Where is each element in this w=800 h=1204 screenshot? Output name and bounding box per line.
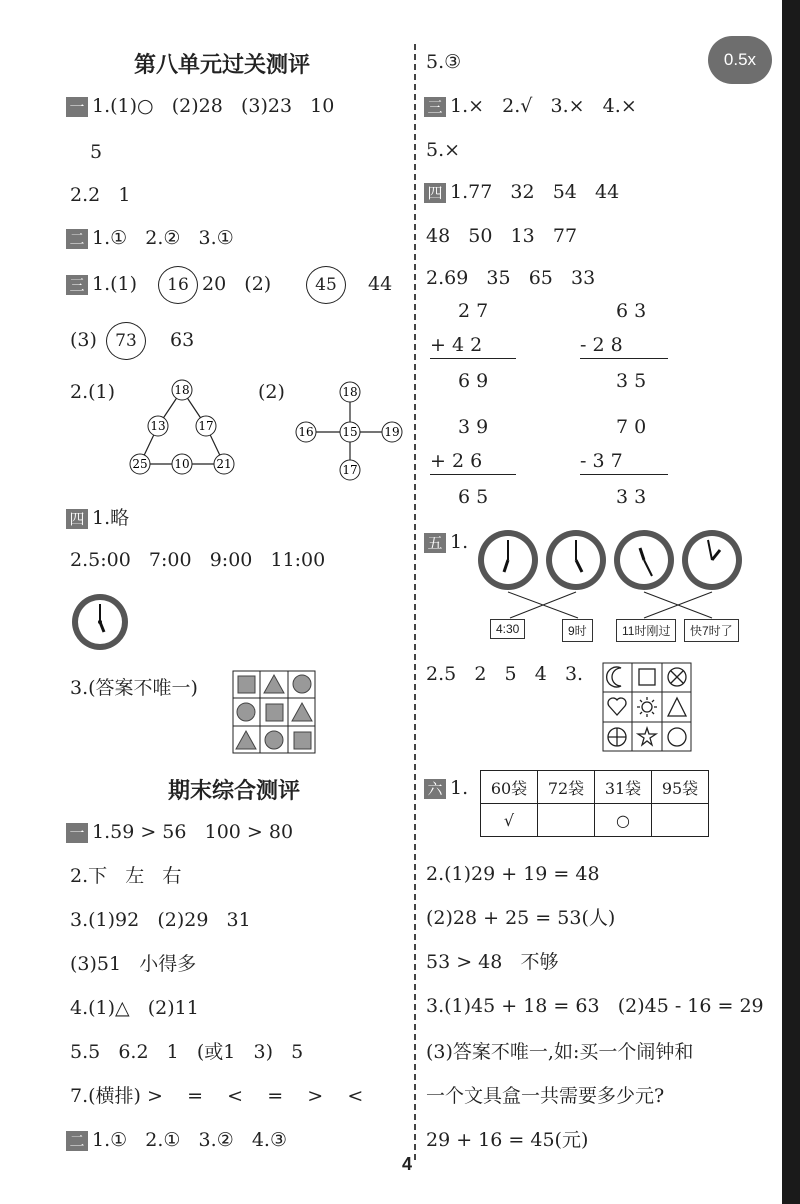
answer-line: 7.(横排) > = < = > < bbox=[70, 1085, 364, 1107]
calc-row: 2 7 bbox=[458, 300, 489, 322]
clock-icon bbox=[614, 530, 674, 590]
answer-line: 5.③ bbox=[426, 51, 462, 73]
cross-number: 19 bbox=[384, 425, 400, 439]
calc-row: 6 5 bbox=[458, 486, 489, 508]
answer-line: 53 > 48 不够 bbox=[426, 951, 559, 973]
triangle-figure bbox=[126, 376, 246, 480]
calc-rule bbox=[430, 358, 516, 359]
vertical-calc bbox=[430, 416, 520, 516]
answer-line: 2.5 2 5 4 3. bbox=[426, 663, 584, 685]
table-header: 60袋 bbox=[481, 771, 538, 804]
circled-number: 45 bbox=[306, 266, 346, 304]
calc-row: 3 5 bbox=[616, 370, 647, 392]
answer-line bbox=[66, 1128, 287, 1152]
answer-text: 20 (2) bbox=[202, 273, 272, 295]
clock-label: 4:30 bbox=[490, 619, 525, 639]
answer-line: 3.(1)92 (2)29 31 bbox=[70, 909, 251, 931]
answer-text: (3) bbox=[70, 329, 97, 351]
cross-number: 18 bbox=[342, 385, 358, 399]
clock-label: 11时刚过 bbox=[616, 619, 676, 642]
bags-table bbox=[480, 770, 709, 837]
answer-text: 63 bbox=[170, 329, 195, 351]
section-badge: 二 bbox=[66, 1131, 88, 1151]
calc-row: 3 9 bbox=[458, 416, 489, 438]
clock-icon bbox=[682, 530, 742, 590]
answer-text: 1. bbox=[450, 777, 469, 799]
answer-line bbox=[66, 272, 137, 296]
calc-row: 6 9 bbox=[458, 370, 489, 392]
section-badge: 三 bbox=[424, 97, 446, 117]
cross-number: 16 bbox=[298, 425, 314, 439]
tri-number: 17 bbox=[198, 419, 214, 433]
answer-line: (3)答案不唯一,如:买一个闹钟和 bbox=[426, 1041, 694, 1063]
calc-rule bbox=[580, 474, 668, 475]
answer-line: 2.(1)29 + 19 = 48 bbox=[426, 863, 600, 885]
table-cell bbox=[538, 804, 595, 837]
clock-icon bbox=[546, 530, 606, 590]
answer-line: 3.(1)45 + 18 = 63 (2)45 - 16 = 29 bbox=[426, 995, 764, 1017]
answer-text: 2.(1) bbox=[70, 381, 116, 403]
page-number: 4 bbox=[402, 1154, 413, 1174]
calc-row: - 2 8 bbox=[580, 334, 623, 356]
table-header: 95袋 bbox=[652, 771, 709, 804]
calc-row: - 3 7 bbox=[580, 450, 623, 472]
section-title-final: 期末综合测评 bbox=[168, 779, 301, 804]
tri-number: 10 bbox=[174, 457, 190, 471]
vertical-calc bbox=[430, 300, 520, 400]
calc-row: 6 3 bbox=[616, 300, 647, 322]
vertical-calc bbox=[580, 416, 670, 516]
answer-line: 4.(1)△ (2)11 bbox=[70, 997, 199, 1019]
answer-line: 5.5 6.2 1 (或1 3) 5 bbox=[70, 1041, 304, 1063]
circled-number: 73 bbox=[106, 322, 146, 360]
answer-line: 2.2 1 bbox=[70, 184, 131, 206]
answer-text: 1.77 32 54 44 bbox=[450, 181, 620, 203]
clock-icon bbox=[70, 592, 130, 652]
answer-text: 1.59 > 56 100 > 80 bbox=[92, 821, 294, 843]
answer-line bbox=[66, 820, 293, 844]
calc-row: + 4 2 bbox=[430, 334, 483, 356]
tri-number: 25 bbox=[132, 457, 148, 471]
answer-text: 1.× 2.√ 3.× 4.× bbox=[450, 95, 637, 117]
section-badge: 二 bbox=[66, 229, 88, 249]
clock-match-lines bbox=[476, 590, 746, 620]
section-title-unit8: 第八单元过关测评 bbox=[134, 53, 311, 78]
section-badge: 一 bbox=[66, 97, 88, 117]
vertical-calc bbox=[580, 300, 670, 400]
calc-row: 7 0 bbox=[616, 416, 647, 438]
symbol-grid bbox=[602, 662, 692, 752]
table-cell: √ bbox=[481, 804, 538, 837]
table-cell bbox=[652, 804, 709, 837]
answer-line: (2)28 + 25 = 53(人) bbox=[426, 907, 616, 929]
zoom-badge[interactable]: 0.5x bbox=[708, 36, 772, 84]
cross-figure bbox=[290, 376, 410, 484]
clock-label: 快7时了 bbox=[684, 619, 739, 642]
table-header: 72袋 bbox=[538, 771, 595, 804]
circled-number: 16 bbox=[158, 266, 198, 304]
section-badge: 四 bbox=[424, 183, 446, 203]
answer-line: 一个文具盒一共需要多少元? bbox=[426, 1085, 665, 1107]
answer-line bbox=[66, 506, 129, 530]
table-header: 31袋 bbox=[595, 771, 652, 804]
tri-number: 18 bbox=[174, 383, 190, 397]
answer-text: 1.(1) bbox=[92, 273, 138, 295]
answer-text: (2) bbox=[258, 381, 285, 403]
calc-rule bbox=[430, 474, 516, 475]
section-badge: 三 bbox=[66, 275, 88, 295]
answer-line: 3.(答案不唯一) bbox=[70, 677, 198, 699]
section-badge: 五 bbox=[424, 533, 446, 553]
answer-text: 1.(1)○ (2)28 (3)23 10 bbox=[92, 95, 335, 117]
answer-line bbox=[424, 530, 468, 554]
shape-grid bbox=[232, 670, 316, 754]
cross-number: 15 bbox=[342, 425, 358, 439]
answer-line bbox=[424, 180, 619, 204]
calc-row: + 2 6 bbox=[430, 450, 483, 472]
answer-line: 2.69 35 65 33 bbox=[426, 267, 596, 289]
clock-row bbox=[476, 526, 746, 596]
answer-text: 1. bbox=[450, 531, 469, 553]
answer-text: 1.① 2.① 3.② 4.③ bbox=[92, 1129, 288, 1151]
answer-line: 48 50 13 77 bbox=[426, 225, 578, 247]
answer-line: (3)51 小得多 bbox=[70, 953, 197, 975]
answer-text: 1.① 2.② 3.① bbox=[92, 227, 234, 249]
tri-number: 13 bbox=[150, 419, 166, 433]
answer-line: 2.下 左 右 bbox=[70, 865, 182, 887]
answer-line bbox=[66, 94, 334, 118]
calc-row: 3 3 bbox=[616, 486, 647, 508]
answer-line: 29 + 16 = 45(元) bbox=[426, 1129, 589, 1151]
tri-number: 21 bbox=[216, 457, 232, 471]
clock-label: 9时 bbox=[562, 619, 593, 642]
section-badge: 六 bbox=[424, 779, 446, 799]
calc-rule bbox=[580, 358, 668, 359]
cross-number: 17 bbox=[342, 463, 358, 477]
table-cell: ○ bbox=[595, 804, 652, 837]
column-divider bbox=[414, 44, 416, 1160]
clock-icon bbox=[478, 530, 538, 590]
scrollbar[interactable] bbox=[782, 0, 800, 1204]
answer-line bbox=[424, 776, 468, 800]
answer-line bbox=[424, 94, 637, 118]
section-badge: 四 bbox=[66, 509, 88, 529]
answer-text: 1.略 bbox=[92, 507, 130, 529]
answer-line: 5 bbox=[90, 141, 103, 163]
answer-line: 2.5:00 7:00 9:00 11:00 bbox=[70, 549, 326, 571]
section-badge: 一 bbox=[66, 823, 88, 843]
answer-line: 5.× bbox=[426, 139, 461, 161]
answer-line bbox=[66, 226, 234, 250]
answer-text: 44 bbox=[368, 273, 393, 295]
